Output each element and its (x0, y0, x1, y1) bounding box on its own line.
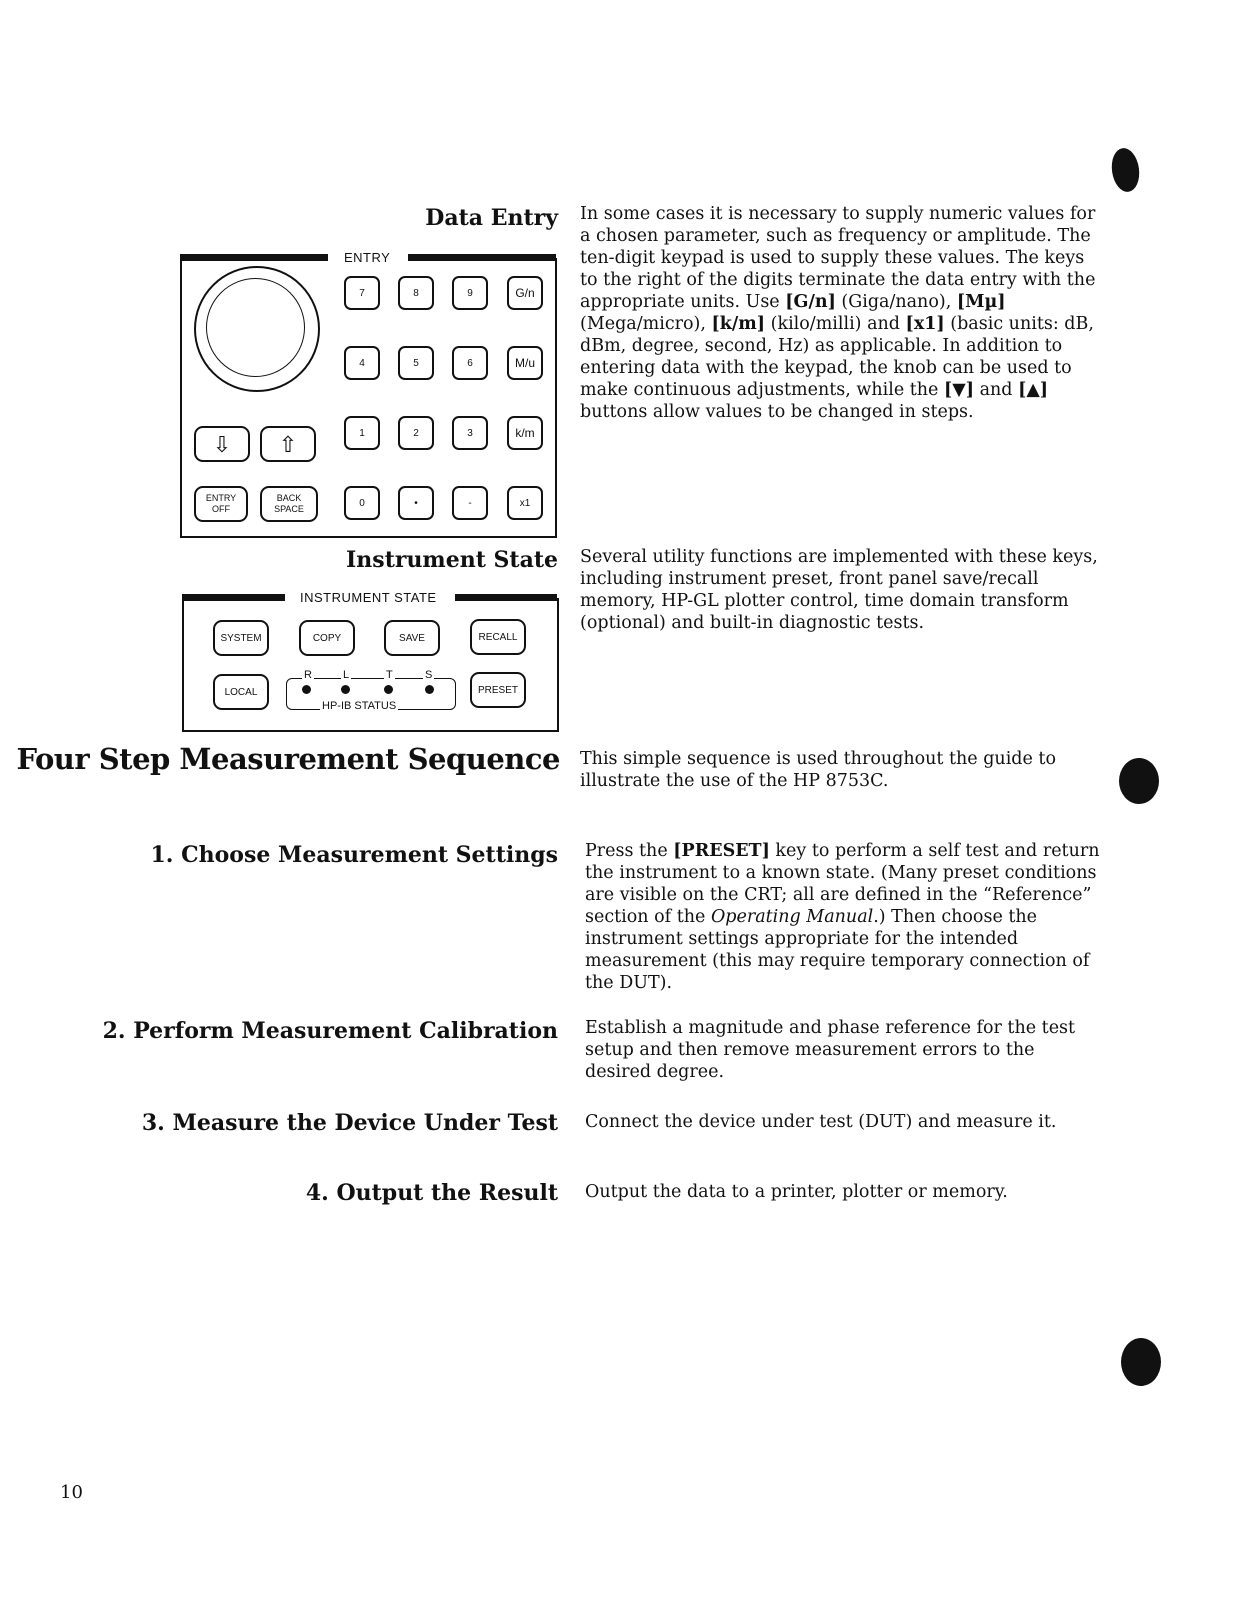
key-ref-gn: [G/n] (785, 292, 836, 312)
status-letter-l: L (343, 669, 350, 681)
step-3-paragraph: Connect the device under test (DUT) and measure it. (585, 1112, 1057, 1132)
step-3-heading: 3. Measure the Device Under Test (141, 1110, 558, 1136)
binding-hole-mark (1109, 146, 1142, 193)
status-letter-r: R (304, 669, 312, 681)
key-9[interactable]: 9 (452, 276, 488, 310)
key-mega-micro[interactable]: M/u (507, 346, 543, 380)
text-fragment: Use (740, 292, 786, 312)
step-1-paragraph (585, 840, 1105, 994)
key-0[interactable]: 0 (344, 486, 380, 520)
key-7[interactable]: 7 (344, 276, 380, 310)
step-down-key[interactable]: ⇩ (194, 426, 250, 462)
sequence-heading: Four Step Measurement Sequence (16, 742, 560, 776)
key-4[interactable]: 4 (344, 346, 380, 380)
manual-title: Operating Manual (710, 907, 874, 927)
entry-off-key[interactable]: ENTRY OFF (194, 486, 248, 522)
text-fragment: and (974, 380, 1019, 400)
text-fragment: (kilo/milli) and (765, 314, 906, 334)
step-4-heading: 4. Output the Result (305, 1180, 558, 1206)
knob-inner-ring (206, 278, 305, 377)
step-2-paragraph: Establish a magnitude and phase reference for the test setup and then remove measurement errors to the desired degree. (585, 1018, 1076, 1082)
sequence-paragraph: This simple sequence is used throughout the guide to illustrate the use of the HP 8753C. (580, 749, 1056, 791)
text-fragment: buttons allow values to be changed in steps. (580, 402, 974, 422)
data-entry-heading: Data Entry (425, 205, 558, 231)
text-fragment: (Giga/nano), (835, 292, 957, 312)
key-1[interactable]: 1 (344, 416, 380, 450)
status-letter-t: T (386, 669, 393, 681)
key-decimal[interactable]: • (398, 486, 434, 520)
status-led-r (302, 685, 311, 694)
key-ref-down: [▼] (943, 380, 975, 400)
key-ref-preset: [PRESET] (673, 841, 770, 861)
key-2[interactable]: 2 (398, 416, 434, 450)
binding-hole-mark (1121, 1338, 1161, 1386)
text-fragment: Press the (585, 841, 674, 861)
binding-hole-mark (1119, 758, 1159, 804)
text-fragment: (Mega/micro), (580, 314, 712, 334)
text-fragment: key to perform a self test and return the instrument to a known state. (Many preset conditions are visible on the CRT; all are defined in the “Reference” section of the (585, 841, 1100, 927)
key-5[interactable]: 5 (398, 346, 434, 380)
key-6[interactable]: 6 (452, 346, 488, 380)
local-key[interactable]: LOCAL (213, 674, 269, 710)
key-ref-mu: [Mµ] (956, 292, 1006, 312)
text-fragment: (basic units: dB, dBm, degree, second, Hz) as applicable. In addition to entering data with the keypad, the knob can be used to make continuous adjustments, while the (580, 314, 1094, 400)
key-kilo-milli[interactable]: k/m (507, 416, 543, 450)
instrument-state-heading: Instrument State (346, 547, 558, 573)
recall-key[interactable]: RECALL (470, 619, 526, 655)
step-1-heading: 1. Choose Measurement Settings (150, 842, 558, 868)
step-4-paragraph: Output the data to a printer, plotter or memory. (585, 1182, 1008, 1202)
instrument-state-paragraph: Several utility functions are implemented with these keys, including instrument preset, front panel save/recall memory, HP-GL plotter control, time domain transform (optional) and built-in diagnostic tests. (580, 547, 1098, 633)
data-entry-paragraph (580, 203, 1100, 423)
key-giga-nano[interactable]: G/n (507, 276, 543, 310)
status-letter-s: S (425, 669, 433, 681)
back-space-key[interactable]: BACK SPACE (260, 486, 318, 522)
hpib-status-label: HP-IB STATUS (322, 700, 397, 712)
key-3[interactable]: 3 (452, 416, 488, 450)
key-minus[interactable]: - (452, 486, 488, 520)
data-entry-text: In some cases it is necessary to supply numeric values for a chosen parameter, such as frequency or amplitude. The ten-digit keypad is used to supply these values. The keys to the right of the digits terminate the data entry with the appropriate units. (580, 204, 1096, 312)
status-led-t (384, 685, 393, 694)
status-led-s (425, 685, 434, 694)
entry-panel-title: ENTRY (344, 250, 391, 265)
copy-key[interactable]: COPY (299, 620, 355, 656)
key-8[interactable]: 8 (398, 276, 434, 310)
instrument-state-title: INSTRUMENT STATE (300, 590, 437, 605)
key-x1[interactable]: x1 (507, 486, 543, 520)
status-led-l (341, 685, 350, 694)
page-number: 10 (60, 1482, 83, 1503)
key-ref-up: [▲] (1018, 380, 1049, 400)
key-ref-km: [k/m] (711, 314, 766, 334)
preset-key[interactable]: PRESET (470, 672, 526, 708)
step-2-heading: 2. Perform Measurement Calibration (102, 1018, 558, 1044)
system-key[interactable]: SYSTEM (213, 620, 269, 656)
save-key[interactable]: SAVE (384, 620, 440, 656)
key-ref-x1: [x1] (905, 314, 945, 334)
step-up-key[interactable]: ⇧ (260, 426, 316, 462)
text-fragment: .) Then choose the instrument settings appropriate for the intended measurement (this may require temporary connection of the DUT). (585, 907, 1090, 993)
